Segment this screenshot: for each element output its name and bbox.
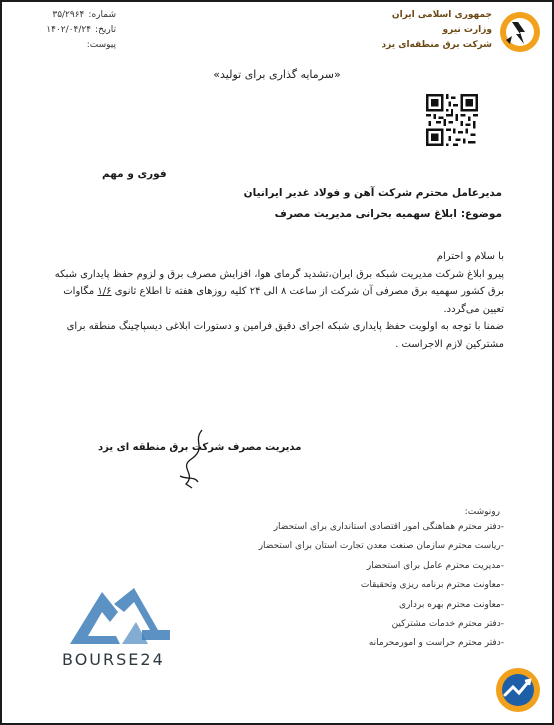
organization-name-lines [381,8,492,53]
letter-number-value: ۳۵/۲۹۶۴ [52,10,85,20]
attachment-label: پیوست: [86,40,116,50]
subject-label: موضوع: [460,208,502,220]
attachment-row [16,38,116,53]
qr-code-icon [426,94,478,146]
org-line-ministry: وزارت نیرو [442,25,492,35]
bourse24-wordmark: BOURSE24 [62,650,165,669]
quota-value: ۱/۶ [97,286,112,298]
body-line [63,283,504,301]
body-line: تعیین می‌گردد. [443,303,504,315]
letter-date-row [16,23,116,38]
letter-metadata [16,8,116,53]
body-line: ضمنا با توجه به اولویت حفظ پایداری شبکه اجرای دقیق فرامین و دستورات ابلاغی دیسپاچینگ منطقه برای [66,321,504,333]
cc-item: -دفتر محترم حراست و امورمحرمانه [368,638,504,649]
letter-date-label: تاریخ: [95,25,116,35]
handwritten-signature-icon [162,426,222,496]
body-text-segment: برق کشور سهمیه برق مصرفی آن شرکت از ساعت ۸ الی ۲۴ کلیه روزهای هفته تا اطلاع ثانوی [114,286,504,298]
cc-label: رونوشت: [464,507,500,517]
cc-item: -معاونت محترم بهره برداری [398,599,504,610]
letter-number-row [16,8,116,23]
slogan: «سرمایه گذاری برای تولید» [213,68,341,81]
letter-date-value: ۱۴۰۲/۰۴/۲۴ [46,25,92,35]
org-line-country: جمهوری اسلامی ایران [391,10,492,20]
subject-value: ابلاغ سهمیه بحرانی مدیریت مصرف [274,208,457,220]
org-line-company: شرکت برق منطقه‌ای یزد [381,40,492,50]
body-line: پیرو ابلاغ شرکت مدیریت شبکه برق ایران،تشدید گرمای هوا، افزایش مصرف برق و لزوم حفظ پایداری شبکه [54,268,504,280]
addressee: مدیرعامل محترم شرکت آهن و فولاد غدیر ایرانیان [243,187,502,199]
bourse24-round-logo-icon [495,667,541,713]
body-text-segment: مگاوات [63,286,95,298]
cc-item: -دفتر محترم هماهنگی امور اقتصادی استانداری برای استحضار [273,522,504,532]
cc-item: -ریاست محترم سازمان صنعت معدن تجارت استان برای استحضار [258,541,504,552]
bourse24-logo-icon [62,582,172,648]
power-company-logo-icon [498,10,542,54]
signature-title: مدیریت مصرف شرکت برق منطقه ای یزد [98,442,302,453]
cc-list [224,518,504,654]
subject-line [275,208,502,220]
cc-item: -مدیریت محترم عامل برای استحضار [366,560,504,571]
urgent-label: فوری و مهم [102,168,167,180]
body-line: مشترکین لازم الاجراست . [395,338,504,350]
letter-body [54,248,504,354]
cc-item: -دفتر محترم خدمات مشترکین [391,619,504,630]
greeting: با سلام و احترام [436,251,504,262]
letter-number-label: شماره: [88,10,116,20]
organization-header [372,6,542,60]
cc-item: -معاونت محترم برنامه ریزی وتحقیقات [360,580,504,591]
